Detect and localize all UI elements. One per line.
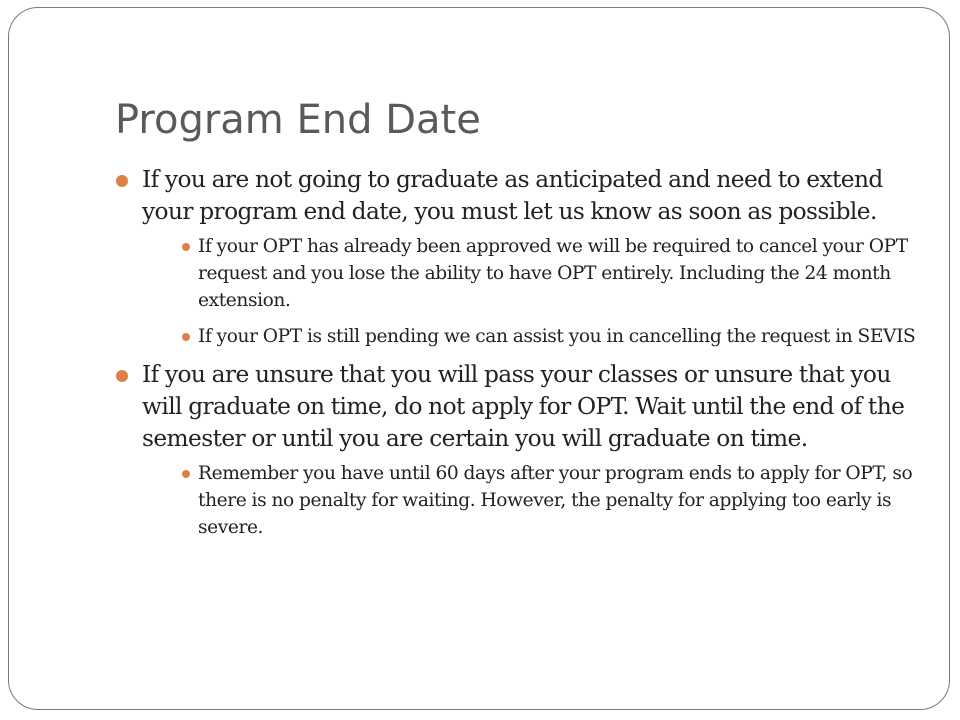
bullet-dot-icon [116, 175, 128, 187]
bullet-text: If you are unsure that you will pass your classes or unsure that you will graduate on time, do not apply for OPT. Wait until the end of the semester or until you are certain you will graduate on time. [142, 361, 905, 452]
sub-bullet-text: If your OPT has already been approved we will be required to cancel your OPT request and you lose the ability to have OPT entirely. Including the 24 month extension. [198, 236, 908, 311]
sub-bullet-item [142, 460, 921, 541]
bullet-dot-icon [182, 333, 190, 341]
sub-bullet-item [142, 233, 921, 314]
bullet-dot-icon [182, 243, 190, 251]
slide-frame [8, 7, 950, 710]
bullet-dot-icon [182, 470, 190, 478]
bullet-item [113, 359, 921, 541]
sub-bullet-text: Remember you have until 60 days after your program ends to apply for OPT, so there is no penalty for waiting. However, the penalty for applying too early is severe. [198, 463, 913, 538]
sub-bullet-text: If your OPT is still pending we can assist you in cancelling the request in SEVIS [198, 326, 916, 347]
bullet-text: If you are not going to graduate as anticipated and need to extend your program end date, you must let us know as soon as possible. [142, 166, 883, 225]
bullet-dot-icon [116, 370, 128, 382]
slide-title: Program End Date [115, 97, 481, 143]
sub-bullet-item [142, 323, 921, 350]
slide-body [113, 164, 921, 550]
bullet-item [113, 164, 921, 350]
sub-bullet-list [142, 460, 921, 541]
sub-bullet-list [142, 233, 921, 350]
bullet-list [113, 164, 921, 541]
